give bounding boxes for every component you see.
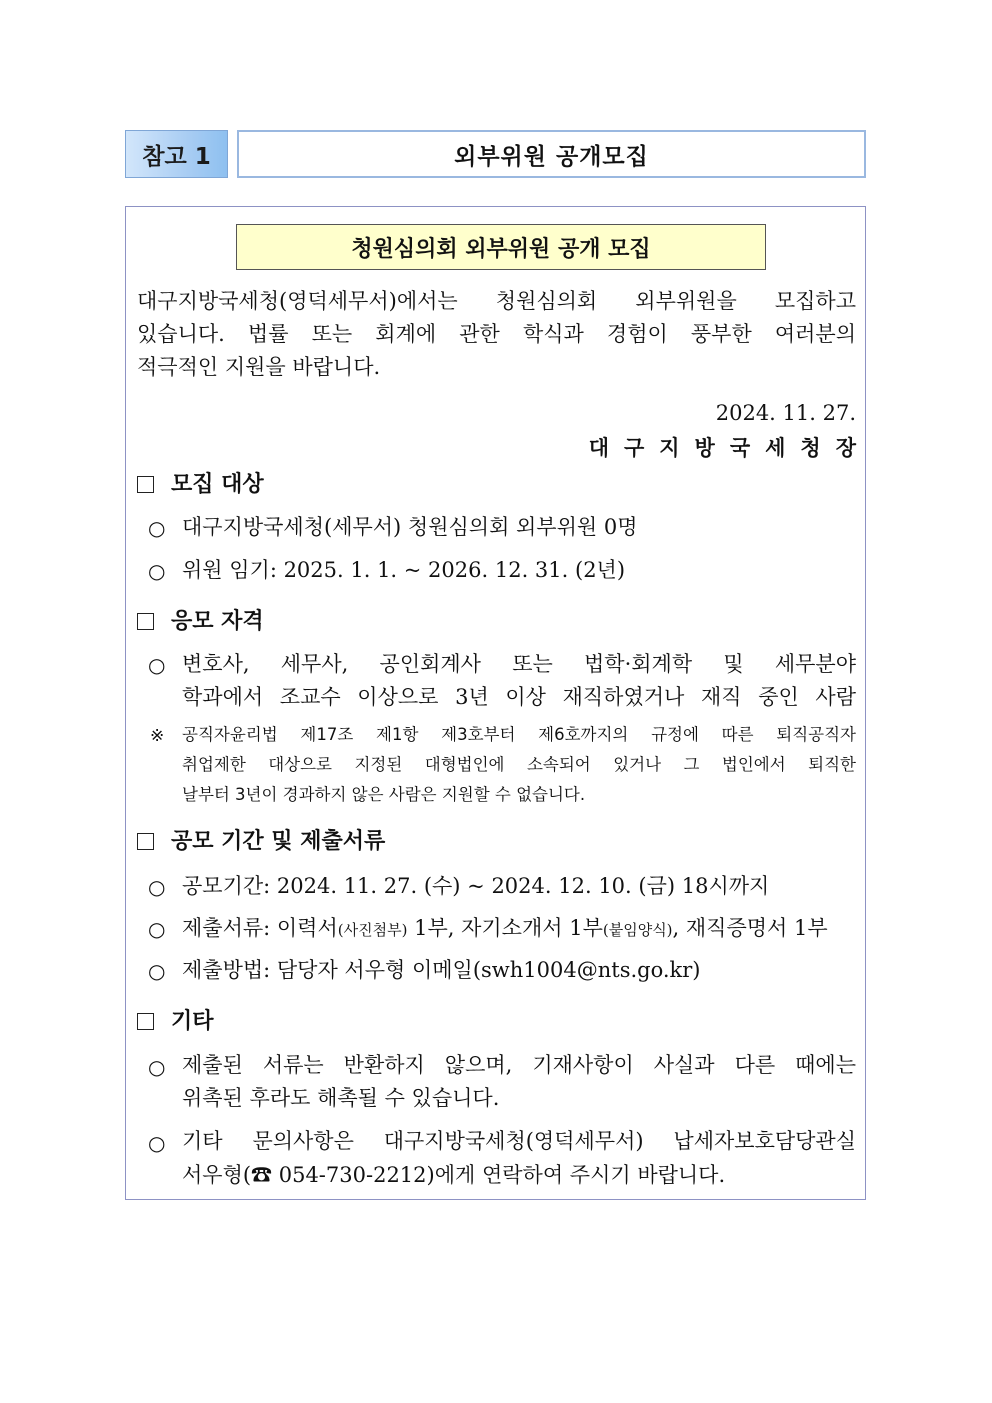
qualification-note-line-1: 공직자윤리법 제17조 제1항 제3호부터 제6호까지의 규정에 따른 퇴직공직자 [182,725,856,744]
other-item-1-line-2: 위촉된 후라도 해촉될 수 있습니다. [182,1086,500,1110]
period-item-1: 공모기간: 2024. 11. 27. (수) ~ 2024. 12. 10. (금) 18시까지 [182,874,770,898]
documents-part-1: 제출서류: 이력서 [182,916,338,940]
documents-part-2: 1부, 자기소개서 1부 [407,916,603,940]
checkbox-square-icon [137,613,154,630]
notice-date: 2024. 11. 27. [715,401,856,425]
circle-bullet-icon: ○ [148,1131,166,1155]
reference-tag: 참고 1 [125,130,228,178]
notice-banner: 청원심의회 외부위원 공개 모집 [236,224,766,270]
intro-line-1: 대구지방국세청(영덕세무서)에서는 청원심의회 외부위원을 모집하고 [137,289,856,313]
section-qualification-title: 응모 자격 [171,608,264,634]
circle-bullet-icon: ○ [148,917,166,941]
target-item-2: 위원 임기: 2025. 1. 1. ~ 2026. 12. 31. (2년) [182,558,626,582]
section-period-heading [137,830,385,852]
qualification-note-line-2: 취업제한 대상으로 지정된 대형법인에 소속되어 있거나 그 법인에서 퇴직한 [182,755,856,774]
qualification-line-2: 학과에서 조교수 이상으로 3년 이상 재직하였거나 재직 중인 사람 [182,685,856,709]
section-qualification-heading [137,610,264,632]
section-target-heading [137,473,264,495]
circle-bullet-icon: ○ [148,516,166,540]
period-item-3: 제출방법: 담당자 서우형 이메일(swh1004@nts.go.kr) [182,958,701,982]
circle-bullet-icon: ○ [148,653,166,677]
documents-note-photo: (사진첨부) [337,921,408,939]
circle-bullet-icon: ○ [148,959,166,983]
section-other-title: 기타 [171,1008,214,1034]
documents-part-3: , 재직증명서 1부 [672,916,828,940]
other-item-1-line-1: 제출된 서류는 반환하지 않으며, 기재사항이 사실과 다른 때에는 [182,1053,856,1077]
intro-line-2: 있습니다. 법률 또는 회계에 관한 학식과 경험이 풍부한 여러분의 [137,322,856,346]
circle-bullet-icon: ○ [148,559,166,583]
checkbox-square-icon [137,1013,154,1030]
signature: 대구지방국세청장 [588,435,871,460]
circle-bullet-icon: ○ [148,1055,166,1079]
section-period-title: 공모 기간 및 제출서류 [171,828,386,854]
reference-mark-icon: ※ [150,726,165,746]
other-item-2-line-2: 서우형(☎ 054-730-2212)에게 연락하여 주시기 바랍니다. [182,1163,726,1187]
period-item-2 [182,918,828,939]
qualification-note-line-3: 날부터 3년이 경과하지 않은 사람은 지원할 수 없습니다. [182,785,586,804]
page-title: 외부위원 공개모집 [237,130,866,178]
documents-note-form: (붙임양식) [602,921,673,939]
section-other-heading [137,1010,214,1032]
other-item-2-line-1: 기타 문의사항은 대구지방국세청(영덕세무서) 납세자보호담당관실 [182,1129,856,1153]
qualification-line-1: 변호사, 세무사, 공인회계사 또는 법학·회계학 및 세무분야 [182,652,856,676]
intro-line-3: 적극적인 지원을 바랍니다. [137,355,381,379]
checkbox-square-icon [137,476,154,493]
target-item-1: 대구지방국세청(세무서) 청원심의회 외부위원 0명 [182,515,638,539]
section-target-title: 모집 대상 [171,471,264,497]
checkbox-square-icon [137,833,154,850]
circle-bullet-icon: ○ [148,875,166,899]
